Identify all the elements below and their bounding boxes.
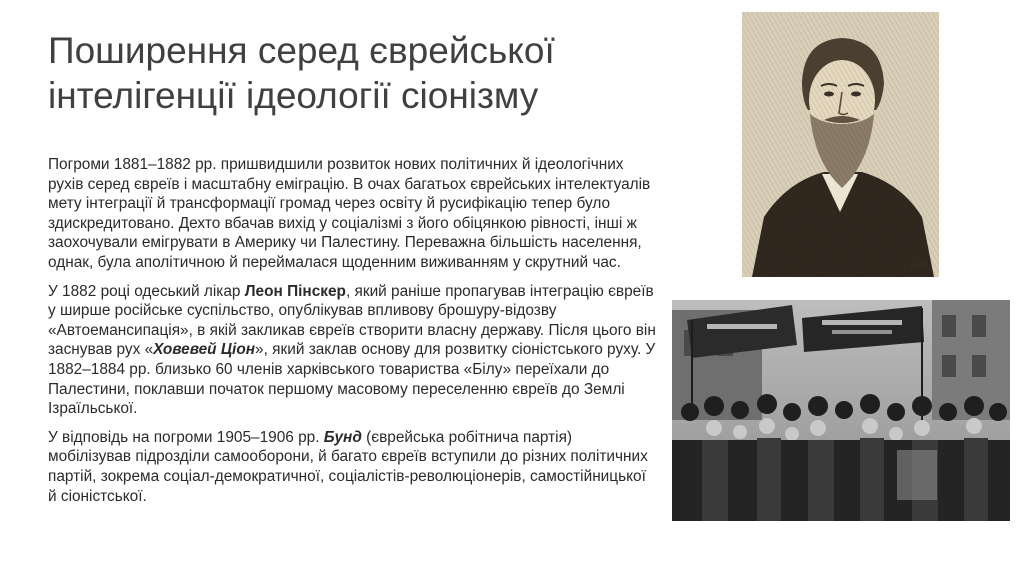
p3-text-a: У відповідь на погроми 1905–1906 рр. bbox=[48, 428, 324, 446]
svg-text:Ю.Р.: Ю.Р. bbox=[910, 261, 931, 270]
p2-text-a: У 1882 році одеський лікар bbox=[48, 282, 245, 300]
paragraph-bund bbox=[48, 428, 658, 506]
portrait-photo bbox=[742, 12, 939, 277]
portrait-illustration bbox=[742, 12, 939, 277]
slide-body bbox=[48, 155, 658, 515]
p2-text-c: », який заклав основу для розвитку сіоністського руху. У 1882–1884 рр. близько 60 членів харківського товариства «Білу» переїхали до Палестини, поклавши початок першому масовому переселенню євреїв до Землі Ізраїльської. bbox=[48, 341, 656, 418]
paragraph-pogroms: Погроми 1881–1882 рр. пришвидшили розвиток нових політичних й ідеологічних рухів серед євреїв і масштабну еміграцію. В очах багатьох єврейських інтелектуалів мету інтеграції й трансформації громад через освіту й русифікацію тепер було здискредитовано. Дехто вбачав вихід у соціалізмі з його обіцянкою рівності, інші ж заохочували емігрувати в Америку чи Палестину. Переважна більшість населення, однак, була аполітичною й переймалася щоденним виживанням у скрутний час. bbox=[48, 156, 651, 271]
bund-name: Бунд bbox=[323, 428, 362, 446]
crowd-illustration bbox=[672, 300, 1010, 521]
p3-text-b: (єврейська робітнича партія) мобілізував підрозділи самооборони, й багато євреїв вступили до різних політичних партій, зокрема соціал-демократичної, соціалістів-революціонерів, самостійницької й сіоністської. bbox=[48, 428, 648, 505]
paragraph-pinsker bbox=[48, 282, 658, 419]
p2-text-b: , який раніше пропагував інтеграцію євреїв у ширше російське суспільство, опублікував впливову брошуру-відозву «Автоемансипація», в якій закликав євреїв створити власну державу. Після цього він заснував рух « bbox=[48, 282, 656, 359]
pinsker-name: Леон Пінскер bbox=[244, 282, 346, 300]
slide-title-line-1: Поширення серед єврейської bbox=[48, 30, 555, 71]
hovevei-zion-name: Ховевей Ціон bbox=[153, 341, 256, 359]
crowd-demonstration-photo bbox=[672, 300, 1010, 521]
slide-title bbox=[48, 28, 648, 118]
slide-title-line-2: інтелігенції ідеології сіонізму bbox=[48, 75, 539, 116]
